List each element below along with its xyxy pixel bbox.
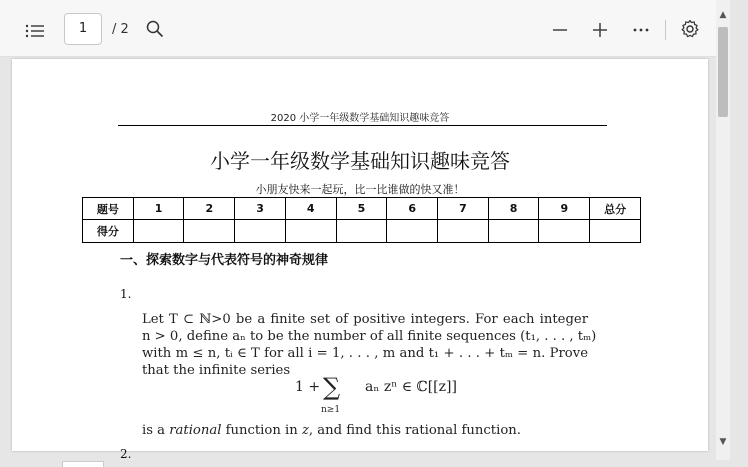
conclusion-part: is a [142,423,170,438]
score-cell: 7 [438,198,489,220]
next-question-number: 2. [120,447,132,461]
formula-right: aₙ zⁿ ∈ ℂ[[z]] [365,379,457,395]
conclusion-variable: z [301,423,309,438]
page-total-label: / 2 [112,22,129,37]
score-table-score-row [83,220,641,243]
next-page-edge [62,461,104,467]
table-of-contents-icon[interactable] [20,16,50,46]
score-cell-empty [184,220,235,243]
score-cell-empty [336,220,387,243]
score-cell: 6 [387,198,438,220]
score-row-label: 得分 [83,220,134,243]
score-cell: 总分 [590,198,641,220]
conclusion-part: function in [221,423,302,438]
zoom-in-icon[interactable] [588,18,612,42]
score-cell: 9 [539,198,590,220]
score-cell: 3 [235,198,286,220]
score-cell-empty [438,220,489,243]
score-cell-empty [590,220,641,243]
zoom-out-icon[interactable] [548,18,572,42]
score-cell-empty [387,220,438,243]
scroll-up-arrow-icon[interactable]: ▲ [719,10,727,20]
problem-conclusion [142,423,521,438]
page-number-input[interactable] [64,13,102,45]
header-rule [118,125,607,126]
summation-symbol: ∑ [323,373,341,401]
series-formula [295,373,457,415]
score-cell: 4 [285,198,336,220]
problem-line: that the infinite series [142,363,291,378]
score-cell-empty [285,220,336,243]
score-cell-empty [133,220,184,243]
problem-line: Let T ⊂ ℕ>0 be a finite set of positive integers. For each integer [142,312,588,327]
pdf-page [12,59,708,461]
score-table-header-row [83,198,641,220]
score-cell-empty [539,220,590,243]
problem-line: n > 0, define aₙ to be the number of all finite sequences (t₁, . . . , tₘ) [142,329,597,344]
score-table [82,197,641,243]
formula-left: 1 + [295,379,321,395]
scroll-thumb[interactable] [718,27,728,117]
summation-subscript: n≥1 [321,405,341,415]
more-icon[interactable] [628,18,654,42]
score-cell-empty [488,220,539,243]
toolbar-divider [665,20,666,40]
settings-icon[interactable] [677,16,703,42]
document-title: 小学一年级数学基础知识趣味竞答 [210,149,510,173]
scroll-down-arrow-icon[interactable]: ▼ [719,437,727,447]
problem-text [142,311,597,379]
question-number: 1. [120,287,132,301]
pdf-toolbar [0,0,716,57]
section-title: 一、探索数字与代表符号的神奇规律 [120,253,329,268]
conclusion-italic: rational [169,423,222,438]
score-cell: 8 [488,198,539,220]
problem-line: with m ≤ n, tᵢ ∈ T for all i = 1, . . . , m and t₁ + . . . + tₘ = n. Prove [142,346,588,361]
vertical-scrollbar[interactable] [716,0,730,460]
search-icon[interactable] [144,18,166,40]
score-cell-empty [235,220,286,243]
conclusion-part: , and find this rational function. [308,423,521,438]
score-cell: 5 [336,198,387,220]
score-cell: 题号 [83,198,134,220]
score-cell: 2 [184,198,235,220]
score-cell: 1 [133,198,184,220]
document-subtitle: 小朋友快来一起玩，比一比谁做的快又准！ [255,183,465,196]
page-header: 2020 小学一年级数学基础知识趣味竞答 [270,113,450,124]
